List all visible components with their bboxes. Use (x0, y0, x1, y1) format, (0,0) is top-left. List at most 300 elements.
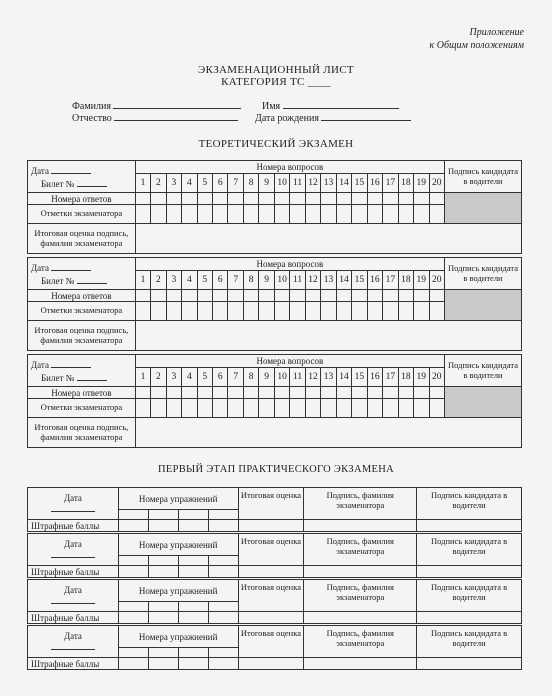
answer-cell[interactable] (151, 193, 166, 205)
mark-cell[interactable] (414, 399, 429, 418)
ticket-input-line[interactable] (77, 178, 107, 187)
question-number: 11 (290, 368, 305, 387)
answer-cell[interactable] (274, 290, 289, 302)
final-grade-header: Итоговая оценка (238, 580, 304, 612)
answer-cell[interactable] (166, 290, 181, 302)
question-number: 8 (243, 368, 258, 387)
mark-cell[interactable] (151, 399, 166, 418)
theory-block (27, 160, 522, 254)
question-number: 15 (352, 174, 367, 193)
penalty-cell[interactable] (208, 658, 238, 670)
final-grade-header: Итоговая оценка (238, 488, 304, 520)
answer-cell[interactable] (166, 193, 181, 205)
ticket-label: Билет № (41, 372, 75, 383)
mark-cell[interactable] (274, 205, 289, 224)
answer-cell[interactable] (383, 387, 398, 399)
birthdate-label: Дата рождения (255, 113, 319, 124)
mark-cell[interactable] (135, 399, 150, 418)
candidate-signature-header: Подпись кандидата в водители (444, 161, 521, 193)
date-ticket-cell[interactable] (28, 161, 136, 193)
mark-cell[interactable] (429, 302, 444, 321)
question-number: 18 (398, 174, 413, 193)
answer-cell[interactable] (352, 290, 367, 302)
mark-cell[interactable] (367, 302, 382, 321)
mark-cell[interactable] (336, 205, 351, 224)
answers-label: Номера ответов (28, 387, 136, 399)
final-grade-label: Итоговая оценка подпись, фамилия экзаменатора (28, 321, 136, 351)
question-number: 4 (182, 271, 197, 290)
mark-cell[interactable] (274, 302, 289, 321)
mark-cell[interactable] (367, 399, 382, 418)
question-number: 9 (259, 271, 274, 290)
candidate-signature-header: Подпись кандидата в водители (417, 626, 522, 658)
penalty-cell[interactable] (178, 658, 208, 670)
penalty-cell[interactable] (148, 612, 178, 624)
mark-cell[interactable] (429, 205, 444, 224)
question-number: 9 (259, 368, 274, 387)
answer-cell[interactable] (414, 387, 429, 399)
exercise-cell[interactable] (178, 510, 208, 520)
examiner-signature-header: Подпись, фамилия экзаменатора (304, 488, 417, 520)
question-number: 17 (383, 174, 398, 193)
examiner-marks-label: Отметки экзаменатора (28, 302, 136, 321)
annex-line-1: Приложение (469, 27, 524, 38)
answer-cell[interactable] (398, 193, 413, 205)
exercise-cell[interactable] (118, 556, 148, 566)
question-number: 7 (228, 174, 243, 193)
ticket-input-line[interactable] (77, 372, 107, 381)
exercise-cell[interactable] (148, 648, 178, 658)
answer-cell[interactable] (228, 193, 243, 205)
answer-cell[interactable] (259, 193, 274, 205)
answer-cell[interactable] (398, 387, 413, 399)
mark-cell[interactable] (398, 399, 413, 418)
question-number: 5 (197, 271, 212, 290)
answer-cell[interactable] (305, 290, 320, 302)
mark-cell[interactable] (197, 399, 212, 418)
question-number: 16 (367, 174, 382, 193)
exercise-cell[interactable] (148, 556, 178, 566)
exercises-header: Номера упражнений (118, 626, 238, 648)
final-grade-cell[interactable] (238, 658, 304, 670)
penalty-cell[interactable] (208, 612, 238, 624)
answer-cell[interactable] (135, 290, 150, 302)
mark-cell[interactable] (398, 302, 413, 321)
penalty-label: Штрафные баллы (28, 658, 119, 670)
mark-cell[interactable] (213, 205, 228, 224)
question-number: 3 (166, 368, 181, 387)
mark-cell[interactable] (367, 205, 382, 224)
question-number: 12 (305, 368, 320, 387)
question-number: 13 (321, 271, 336, 290)
question-number: 3 (166, 271, 181, 290)
penalty-cell[interactable] (178, 566, 208, 578)
date-ticket-cell[interactable] (28, 355, 136, 387)
exercise-cell[interactable] (178, 556, 208, 566)
answer-cell[interactable] (151, 290, 166, 302)
examiner-marks-label: Отметки экзаменатора (28, 205, 136, 224)
answer-cell[interactable] (197, 193, 212, 205)
question-number: 3 (166, 174, 181, 193)
mark-cell[interactable] (383, 302, 398, 321)
question-number: 12 (305, 271, 320, 290)
penalty-cell[interactable] (118, 658, 148, 670)
question-number: 2 (151, 271, 166, 290)
mark-cell[interactable] (321, 205, 336, 224)
question-number: 14 (336, 174, 351, 193)
date-label: Дата (31, 359, 49, 370)
mark-cell[interactable] (151, 205, 166, 224)
answer-cell[interactable] (336, 387, 351, 399)
mark-cell[interactable] (213, 302, 228, 321)
question-number: 18 (398, 368, 413, 387)
answer-cell[interactable] (383, 290, 398, 302)
theory-block (27, 354, 522, 448)
questions-header: Номера вопросов (135, 258, 444, 271)
mark-cell[interactable] (336, 399, 351, 418)
final-grade-cell[interactable] (238, 612, 304, 624)
practice-date-cell[interactable] (28, 626, 119, 658)
answer-cell[interactable] (135, 193, 150, 205)
patronymic-label: Отчество (72, 113, 112, 124)
penalty-cell[interactable] (148, 520, 178, 532)
question-number: 1 (135, 174, 150, 193)
answer-cell[interactable] (182, 387, 197, 399)
answer-cell[interactable] (336, 290, 351, 302)
candidate-signature-header: Подпись кандидата в водители (417, 488, 522, 520)
practice-date-input-line[interactable] (51, 549, 95, 558)
answer-cell[interactable] (213, 387, 228, 399)
question-number: 10 (274, 271, 289, 290)
theory-block (27, 257, 522, 351)
answer-cell[interactable] (305, 193, 320, 205)
exercise-cell[interactable] (208, 556, 238, 566)
mark-cell[interactable] (151, 302, 166, 321)
patronymic-input-line[interactable] (114, 111, 238, 121)
mark-cell[interactable] (414, 205, 429, 224)
mark-cell[interactable] (197, 302, 212, 321)
mark-cell[interactable] (305, 205, 320, 224)
candidate-signature-cell[interactable] (417, 658, 522, 670)
question-number: 13 (321, 174, 336, 193)
penalty-label: Штрафные баллы (28, 566, 119, 578)
answer-cell[interactable] (290, 290, 305, 302)
mark-cell[interactable] (182, 302, 197, 321)
candidate-signature-cell[interactable] (444, 290, 521, 321)
question-number: 17 (383, 368, 398, 387)
mark-cell[interactable] (213, 399, 228, 418)
question-number: 6 (213, 368, 228, 387)
exercises-header: Номера упражнений (118, 534, 238, 556)
answer-cell[interactable] (151, 387, 166, 399)
mark-cell[interactable] (166, 302, 181, 321)
mark-cell[interactable] (228, 302, 243, 321)
answer-cell[interactable] (336, 193, 351, 205)
penalty-cell[interactable] (208, 566, 238, 578)
practice-date-input-line[interactable] (51, 641, 95, 650)
date-input-line[interactable] (51, 359, 91, 368)
mark-cell[interactable] (383, 205, 398, 224)
mark-cell[interactable] (305, 399, 320, 418)
date-ticket-cell[interactable] (28, 258, 136, 290)
mark-cell[interactable] (259, 399, 274, 418)
question-number: 13 (321, 368, 336, 387)
answer-cell[interactable] (321, 387, 336, 399)
answer-cell[interactable] (197, 387, 212, 399)
examiner-signature-cell[interactable] (304, 520, 417, 532)
examiner-signature-cell[interactable] (304, 612, 417, 624)
exercise-cell[interactable] (118, 648, 148, 658)
mark-cell[interactable] (352, 302, 367, 321)
answer-cell[interactable] (197, 290, 212, 302)
sheet-title: ЭКЗАМЕНАЦИОННЫЙ ЛИСТ (198, 64, 354, 76)
ticket-label: Билет № (41, 178, 75, 189)
exercise-cell[interactable] (208, 510, 238, 520)
examiner-signature-header: Подпись, фамилия экзаменатора (304, 534, 417, 566)
answer-cell[interactable] (243, 290, 258, 302)
answer-cell[interactable] (352, 387, 367, 399)
question-number: 14 (336, 368, 351, 387)
penalty-label: Штрафные баллы (28, 612, 119, 624)
question-number: 9 (259, 174, 274, 193)
practice-block (27, 625, 522, 670)
answer-cell[interactable] (228, 387, 243, 399)
answer-cell[interactable] (414, 290, 429, 302)
examiner-signature-cell[interactable] (304, 658, 417, 670)
question-number: 12 (305, 174, 320, 193)
penalty-cell[interactable] (178, 520, 208, 532)
practice-block (27, 487, 522, 532)
candidate-signature-cell[interactable] (417, 520, 522, 532)
date-input-line[interactable] (51, 165, 91, 174)
final-grade-header: Итоговая оценка (238, 626, 304, 658)
answer-cell[interactable] (182, 193, 197, 205)
examiner-signature-header: Подпись, фамилия экзаменатора (304, 626, 417, 658)
candidate-signature-header: Подпись кандидата в водители (444, 355, 521, 387)
answer-cell[interactable] (243, 387, 258, 399)
mark-cell[interactable] (290, 399, 305, 418)
practice-block (27, 579, 522, 624)
answer-cell[interactable] (383, 193, 398, 205)
mark-cell[interactable] (182, 205, 197, 224)
mark-cell[interactable] (182, 399, 197, 418)
answer-cell[interactable] (135, 387, 150, 399)
mark-cell[interactable] (197, 205, 212, 224)
answer-cell[interactable] (367, 193, 382, 205)
question-number: 15 (352, 271, 367, 290)
answer-cell[interactable] (429, 290, 444, 302)
exercise-cell[interactable] (148, 510, 178, 520)
question-number: 20 (429, 368, 444, 387)
examiner-marks-label: Отметки экзаменатора (28, 399, 136, 418)
answer-cell[interactable] (182, 290, 197, 302)
answer-cell[interactable] (398, 290, 413, 302)
exercises-header: Номера упражнений (118, 488, 238, 510)
mark-cell[interactable] (135, 205, 150, 224)
ticket-label: Билет № (41, 275, 75, 286)
mark-cell[interactable] (259, 302, 274, 321)
answer-cell[interactable] (228, 290, 243, 302)
question-number: 18 (398, 271, 413, 290)
examiner-signature-cell[interactable] (304, 566, 417, 578)
annex-line-2: к Общим положениям (429, 40, 524, 51)
exercise-cell[interactable] (118, 510, 148, 520)
practice-date-input-line[interactable] (51, 595, 95, 604)
penalty-cell[interactable] (208, 520, 238, 532)
name-label: Имя (262, 101, 281, 112)
answer-cell[interactable] (274, 193, 289, 205)
final-grade-cell[interactable] (238, 520, 304, 532)
practice-date-label: Дата (63, 539, 82, 549)
penalty-cell[interactable] (118, 520, 148, 532)
mark-cell[interactable] (305, 302, 320, 321)
question-number: 7 (228, 368, 243, 387)
question-number: 4 (182, 174, 197, 193)
practice-date-cell[interactable] (28, 580, 119, 612)
exercise-cell[interactable] (208, 648, 238, 658)
practice-date-cell[interactable] (28, 534, 119, 566)
penalty-cell[interactable] (118, 566, 148, 578)
answer-cell[interactable] (321, 193, 336, 205)
question-number: 15 (352, 368, 367, 387)
answer-cell[interactable] (213, 290, 228, 302)
candidate-signature-cell[interactable] (444, 387, 521, 418)
mark-cell[interactable] (383, 399, 398, 418)
answer-cell[interactable] (166, 387, 181, 399)
answer-cell[interactable] (367, 387, 382, 399)
question-number: 8 (243, 174, 258, 193)
exercise-cell[interactable] (208, 602, 238, 612)
birthdate-field[interactable] (255, 111, 411, 124)
answer-cell[interactable] (213, 193, 228, 205)
mark-cell[interactable] (243, 302, 258, 321)
mark-cell[interactable] (321, 399, 336, 418)
final-grade-label: Итоговая оценка подпись, фамилия экзаменатора (28, 418, 136, 448)
candidate-signature-header: Подпись кандидата в водители (417, 534, 522, 566)
answer-cell[interactable] (367, 290, 382, 302)
practice-block (27, 533, 522, 578)
question-number: 2 (151, 368, 166, 387)
answer-cell[interactable] (259, 290, 274, 302)
mark-cell[interactable] (259, 205, 274, 224)
exercise-cell[interactable] (118, 602, 148, 612)
candidate-signature-cell[interactable] (417, 612, 522, 624)
name-input-line[interactable] (283, 99, 399, 109)
question-number: 19 (414, 271, 429, 290)
answer-cell[interactable] (305, 387, 320, 399)
mark-cell[interactable] (274, 399, 289, 418)
mark-cell[interactable] (321, 302, 336, 321)
penalty-cell[interactable] (148, 658, 178, 670)
mark-cell[interactable] (398, 205, 413, 224)
patronymic-field[interactable] (72, 111, 238, 124)
answer-cell[interactable] (321, 290, 336, 302)
practice-date-input-line[interactable] (51, 503, 95, 512)
exercise-cell[interactable] (148, 602, 178, 612)
ticket-input-line[interactable] (77, 275, 107, 284)
theory-title: ТЕОРЕТИЧЕСКИЙ ЭКЗАМЕН (198, 138, 354, 150)
question-number: 5 (197, 368, 212, 387)
mark-cell[interactable] (352, 205, 367, 224)
exercise-cell[interactable] (178, 602, 208, 612)
surname-input-line[interactable] (113, 99, 241, 109)
answer-cell[interactable] (352, 193, 367, 205)
category-label: КАТЕГОРИЯ ТС ____ (221, 76, 331, 88)
penalty-cell[interactable] (148, 566, 178, 578)
question-number: 14 (336, 271, 351, 290)
answer-cell[interactable] (259, 387, 274, 399)
answer-cell[interactable] (429, 387, 444, 399)
answers-label: Номера ответов (28, 290, 136, 302)
question-number: 6 (213, 174, 228, 193)
final-grade-cell[interactable] (135, 224, 521, 254)
final-grade-cell[interactable] (238, 566, 304, 578)
answer-cell[interactable] (414, 193, 429, 205)
mark-cell[interactable] (429, 399, 444, 418)
mark-cell[interactable] (290, 302, 305, 321)
answer-cell[interactable] (429, 193, 444, 205)
question-number: 10 (274, 368, 289, 387)
mark-cell[interactable] (228, 399, 243, 418)
penalty-cell[interactable] (178, 612, 208, 624)
question-number: 1 (135, 368, 150, 387)
date-input-line[interactable] (51, 262, 91, 271)
answer-cell[interactable] (243, 193, 258, 205)
birthdate-input-line[interactable] (321, 111, 411, 121)
answer-cell[interactable] (290, 193, 305, 205)
answers-label: Номера ответов (28, 193, 136, 205)
question-number: 19 (414, 368, 429, 387)
mark-cell[interactable] (166, 205, 181, 224)
practice-title: ПЕРВЫЙ ЭТАП ПРАКТИЧЕСКОГО ЭКЗАМЕНА (158, 464, 394, 475)
date-label: Дата (31, 262, 49, 273)
penalty-cell[interactable] (118, 612, 148, 624)
answer-cell[interactable] (274, 387, 289, 399)
questions-header: Номера вопросов (135, 355, 444, 368)
mark-cell[interactable] (336, 302, 351, 321)
question-number: 16 (367, 271, 382, 290)
examiner-signature-header: Подпись, фамилия экзаменатора (304, 580, 417, 612)
mark-cell[interactable] (228, 205, 243, 224)
final-grade-cell[interactable] (135, 418, 521, 448)
exercise-cell[interactable] (178, 648, 208, 658)
mark-cell[interactable] (166, 399, 181, 418)
mark-cell[interactable] (352, 399, 367, 418)
candidate-signature-cell[interactable] (444, 193, 521, 224)
mark-cell[interactable] (414, 302, 429, 321)
question-number: 11 (290, 271, 305, 290)
question-number: 19 (414, 174, 429, 193)
final-grade-cell[interactable] (135, 321, 521, 351)
mark-cell[interactable] (290, 205, 305, 224)
final-grade-label: Итоговая оценка подпись, фамилия экзаменатора (28, 224, 136, 254)
candidate-signature-header: Подпись кандидата в водители (444, 258, 521, 290)
question-number: 6 (213, 271, 228, 290)
question-number: 8 (243, 271, 258, 290)
mark-cell[interactable] (243, 205, 258, 224)
practice-date-cell[interactable] (28, 488, 119, 520)
question-number: 20 (429, 174, 444, 193)
practice-date-label: Дата (63, 493, 82, 503)
mark-cell[interactable] (243, 399, 258, 418)
question-number: 1 (135, 271, 150, 290)
mark-cell[interactable] (135, 302, 150, 321)
exercises-header: Номера упражнений (118, 580, 238, 602)
candidate-signature-header: Подпись кандидата в водители (417, 580, 522, 612)
answer-cell[interactable] (290, 387, 305, 399)
candidate-signature-cell[interactable] (417, 566, 522, 578)
question-number: 2 (151, 174, 166, 193)
